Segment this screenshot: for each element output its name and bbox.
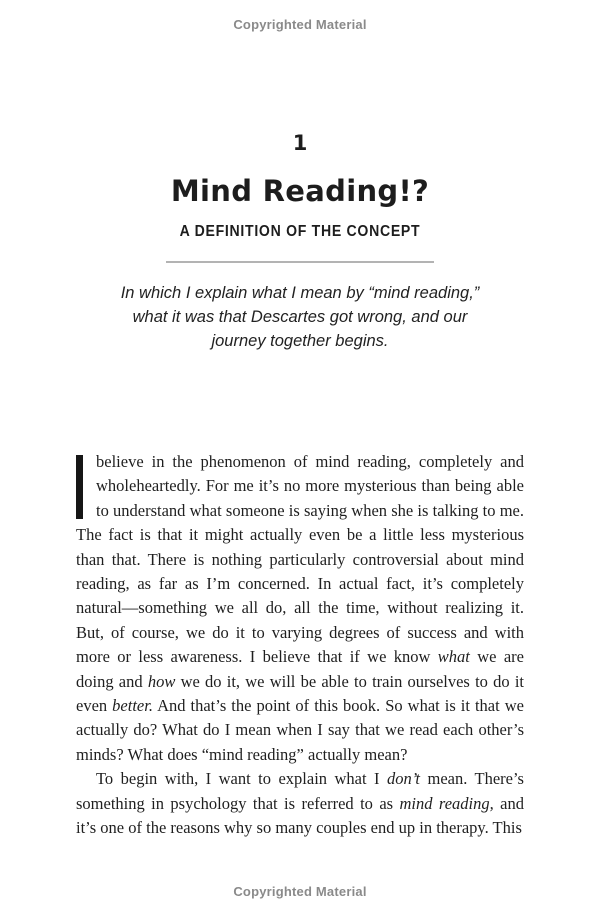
chapter-subtitle: A DEFINITION OF THE CONCEPT bbox=[179, 223, 421, 240]
epigraph-line: journey together begins. bbox=[211, 332, 389, 350]
chapter-epigraph bbox=[0, 281, 600, 353]
section-divider bbox=[166, 261, 434, 263]
chapter-title: Mind Reading!? bbox=[170, 174, 430, 208]
copyright-notice-top: Copyrighted Material bbox=[233, 17, 367, 32]
copyright-notice-bottom: Copyrighted Material bbox=[233, 884, 367, 899]
drop-cap-letter bbox=[76, 455, 83, 519]
body-text bbox=[76, 450, 524, 841]
epigraph-line: In which I explain what I mean by “mind reading,” bbox=[120, 284, 480, 302]
body-paragraph: believe in the phenomenon of mind reading, completely and wholeheartedly. For me it’s no more mysterious than being able to understand what someone is saying when she is talking to me. The fact is that it might actually even be a little less mysterious than that. There is nothing particularly controversial about mind reading, as far as I’m concerned. In actual fact, it’s completely natural—something we all do, all the time, without realizing it. But, of course, we do it to varying degrees of success and with more or less awareness. I believe that if we know what we are doing and how we do it, we will be able to train ourselves to do it even better. And that’s the point of this book. So what is it that we actually do? What do I mean when I say that we read each other’s minds? What does “mind reading” actually mean? bbox=[76, 452, 524, 764]
epigraph-line: what it was that Descartes got wrong, and our bbox=[132, 308, 468, 326]
chapter-number: 1 bbox=[292, 131, 308, 155]
body-paragraph: To begin with, I want to explain what I don’t mean. There’s something in psychology that is referred to as mind reading, and it’s one of the reasons why so many couples end up in therapy. This bbox=[76, 769, 525, 838]
